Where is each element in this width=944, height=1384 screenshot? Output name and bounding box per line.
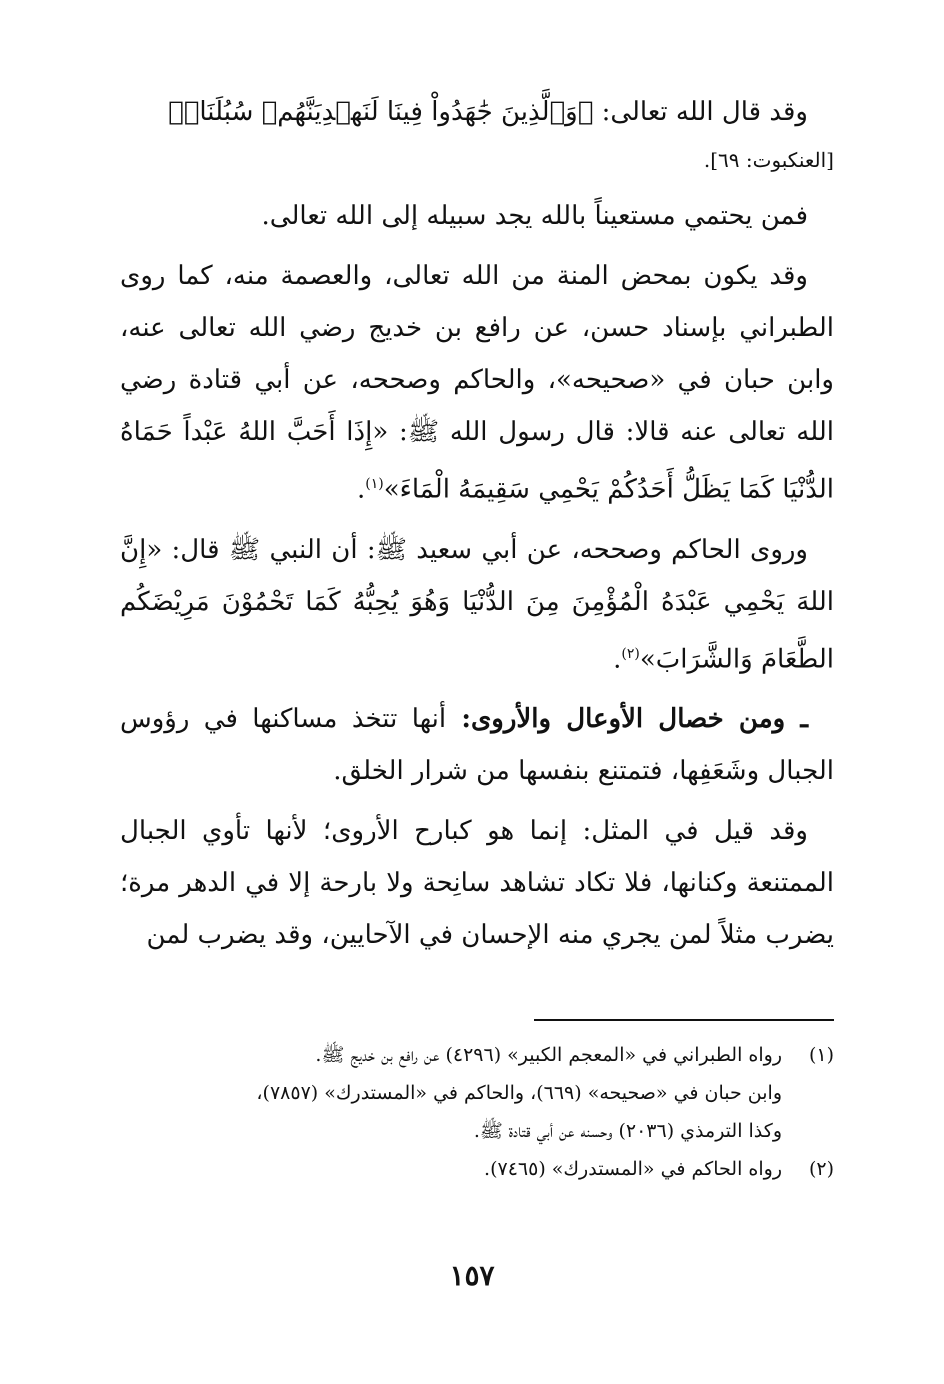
footnote-1-number: (١)	[808, 1044, 834, 1066]
section-heading: ـ ومن خصال الأوعال والأروى:	[446, 704, 808, 735]
quran-reference: [العنكبوت: ٦٩].	[703, 148, 834, 172]
paragraph-1-text: وقد قال الله تعالى:	[593, 97, 808, 127]
footnote-1	[150, 1036, 834, 1150]
paragraph-1	[120, 86, 834, 182]
paragraph-4	[120, 524, 834, 686]
footnote-2-number: (٢)	[808, 1158, 834, 1180]
page-number: ١٥٧	[449, 1259, 495, 1292]
footnote-1-line-3: وكذا الترمذي (٢٠٣٦) وحسنه عن أبي قتادة ﷺ.	[473, 1120, 782, 1142]
paragraph-2: فمن يحتمي مستعيناً بالله يجد سبيله إلى الله تعالى.	[261, 201, 808, 231]
paragraph-4-text: وروى الحاكم وصححه، عن أبي سعيد ﷺ: أن النبي ﷺ قال: «إِنَّ اللهَ يَحْمِي عَبْدَهُ الْمُؤْمِنَ مِنَ الدُّنْيَا وَهُوَ يُحِبُّهُ كَمَا تَحْمُوْنَ مَرِيْضَكُم الطَّعَامَ وَالشَّرَابَ»	[120, 534, 834, 675]
quran-verse: ﴿وَٱلَّذِينَ جَٰهَدُواْ فِينَا لَنَهۡدِيَنَّهُمۡ سُبُلَنَاۚ﴾	[168, 97, 594, 127]
paragraph-3-text: وقد يكون بمحض المنة من الله تعالى، والعصمة منه، كما روى الطبراني بإسناد حسن، عن رافع بن خديج رضي الله تعالى عنه، وابن حبان في «صحيحه»، والحاكم وصححه، عن أبي قتادة رضي الله تعالى عنه قالا: قال رسول الله ﷺ: «إِذَا أَحَبَّ اللهُ عَبْداً حَمَاهُ الدُّنْيَا كَمَا يَظَلُّ أَحَدُكُمْ يَحْمِي سَقِيمَهُ الْمَاءَ»	[120, 261, 834, 505]
footnotes	[150, 1036, 834, 1188]
paragraph-5	[120, 693, 834, 797]
footnote-1-line-2: وابن حبان في «صحيحه» (٦٦٩)، والحاكم في «المستدرك» (٧٨٥٧)،	[256, 1082, 782, 1104]
paragraph-5-text: أنها تتخذ مساكنها في رؤوس الجبال وشَعَفِها، فتمتنع بنفسها من شرار الخلق.	[120, 704, 834, 787]
footnote-2	[150, 1150, 834, 1188]
paragraph-4-end: .	[613, 644, 622, 675]
footnote-2-text	[150, 1150, 782, 1188]
footnote-1-line-1: رواه الطبراني في «المعجم الكبير» (٤٢٩٦) عن رافع بن خديج ﷺ.	[315, 1044, 782, 1066]
footnote-divider	[534, 1019, 834, 1021]
footnote-marker-1: (١)	[365, 476, 384, 492]
main-text	[120, 86, 834, 961]
footnote-2-line-1: رواه الحاكم في «المستدرك» (٧٤٦٥).	[484, 1158, 782, 1180]
paragraph-6: وقد قيل في المثل: إنما هو كبارح الأروى؛ لأنها تأوي الجبال الممتنعة وكنانها، فلا تكاد تشاهد سانِحة ولا بارحة إلا في الدهر مرة؛ يضرب مثلاً لمن يجري منه الإحسان في الآحايين، وقد يضرب لمن	[120, 816, 834, 951]
paragraph-3-end: .	[356, 474, 366, 505]
footnote-marker-2: (٢)	[621, 645, 640, 662]
paragraph-3	[120, 250, 834, 516]
footnote-1-text	[150, 1036, 782, 1150]
